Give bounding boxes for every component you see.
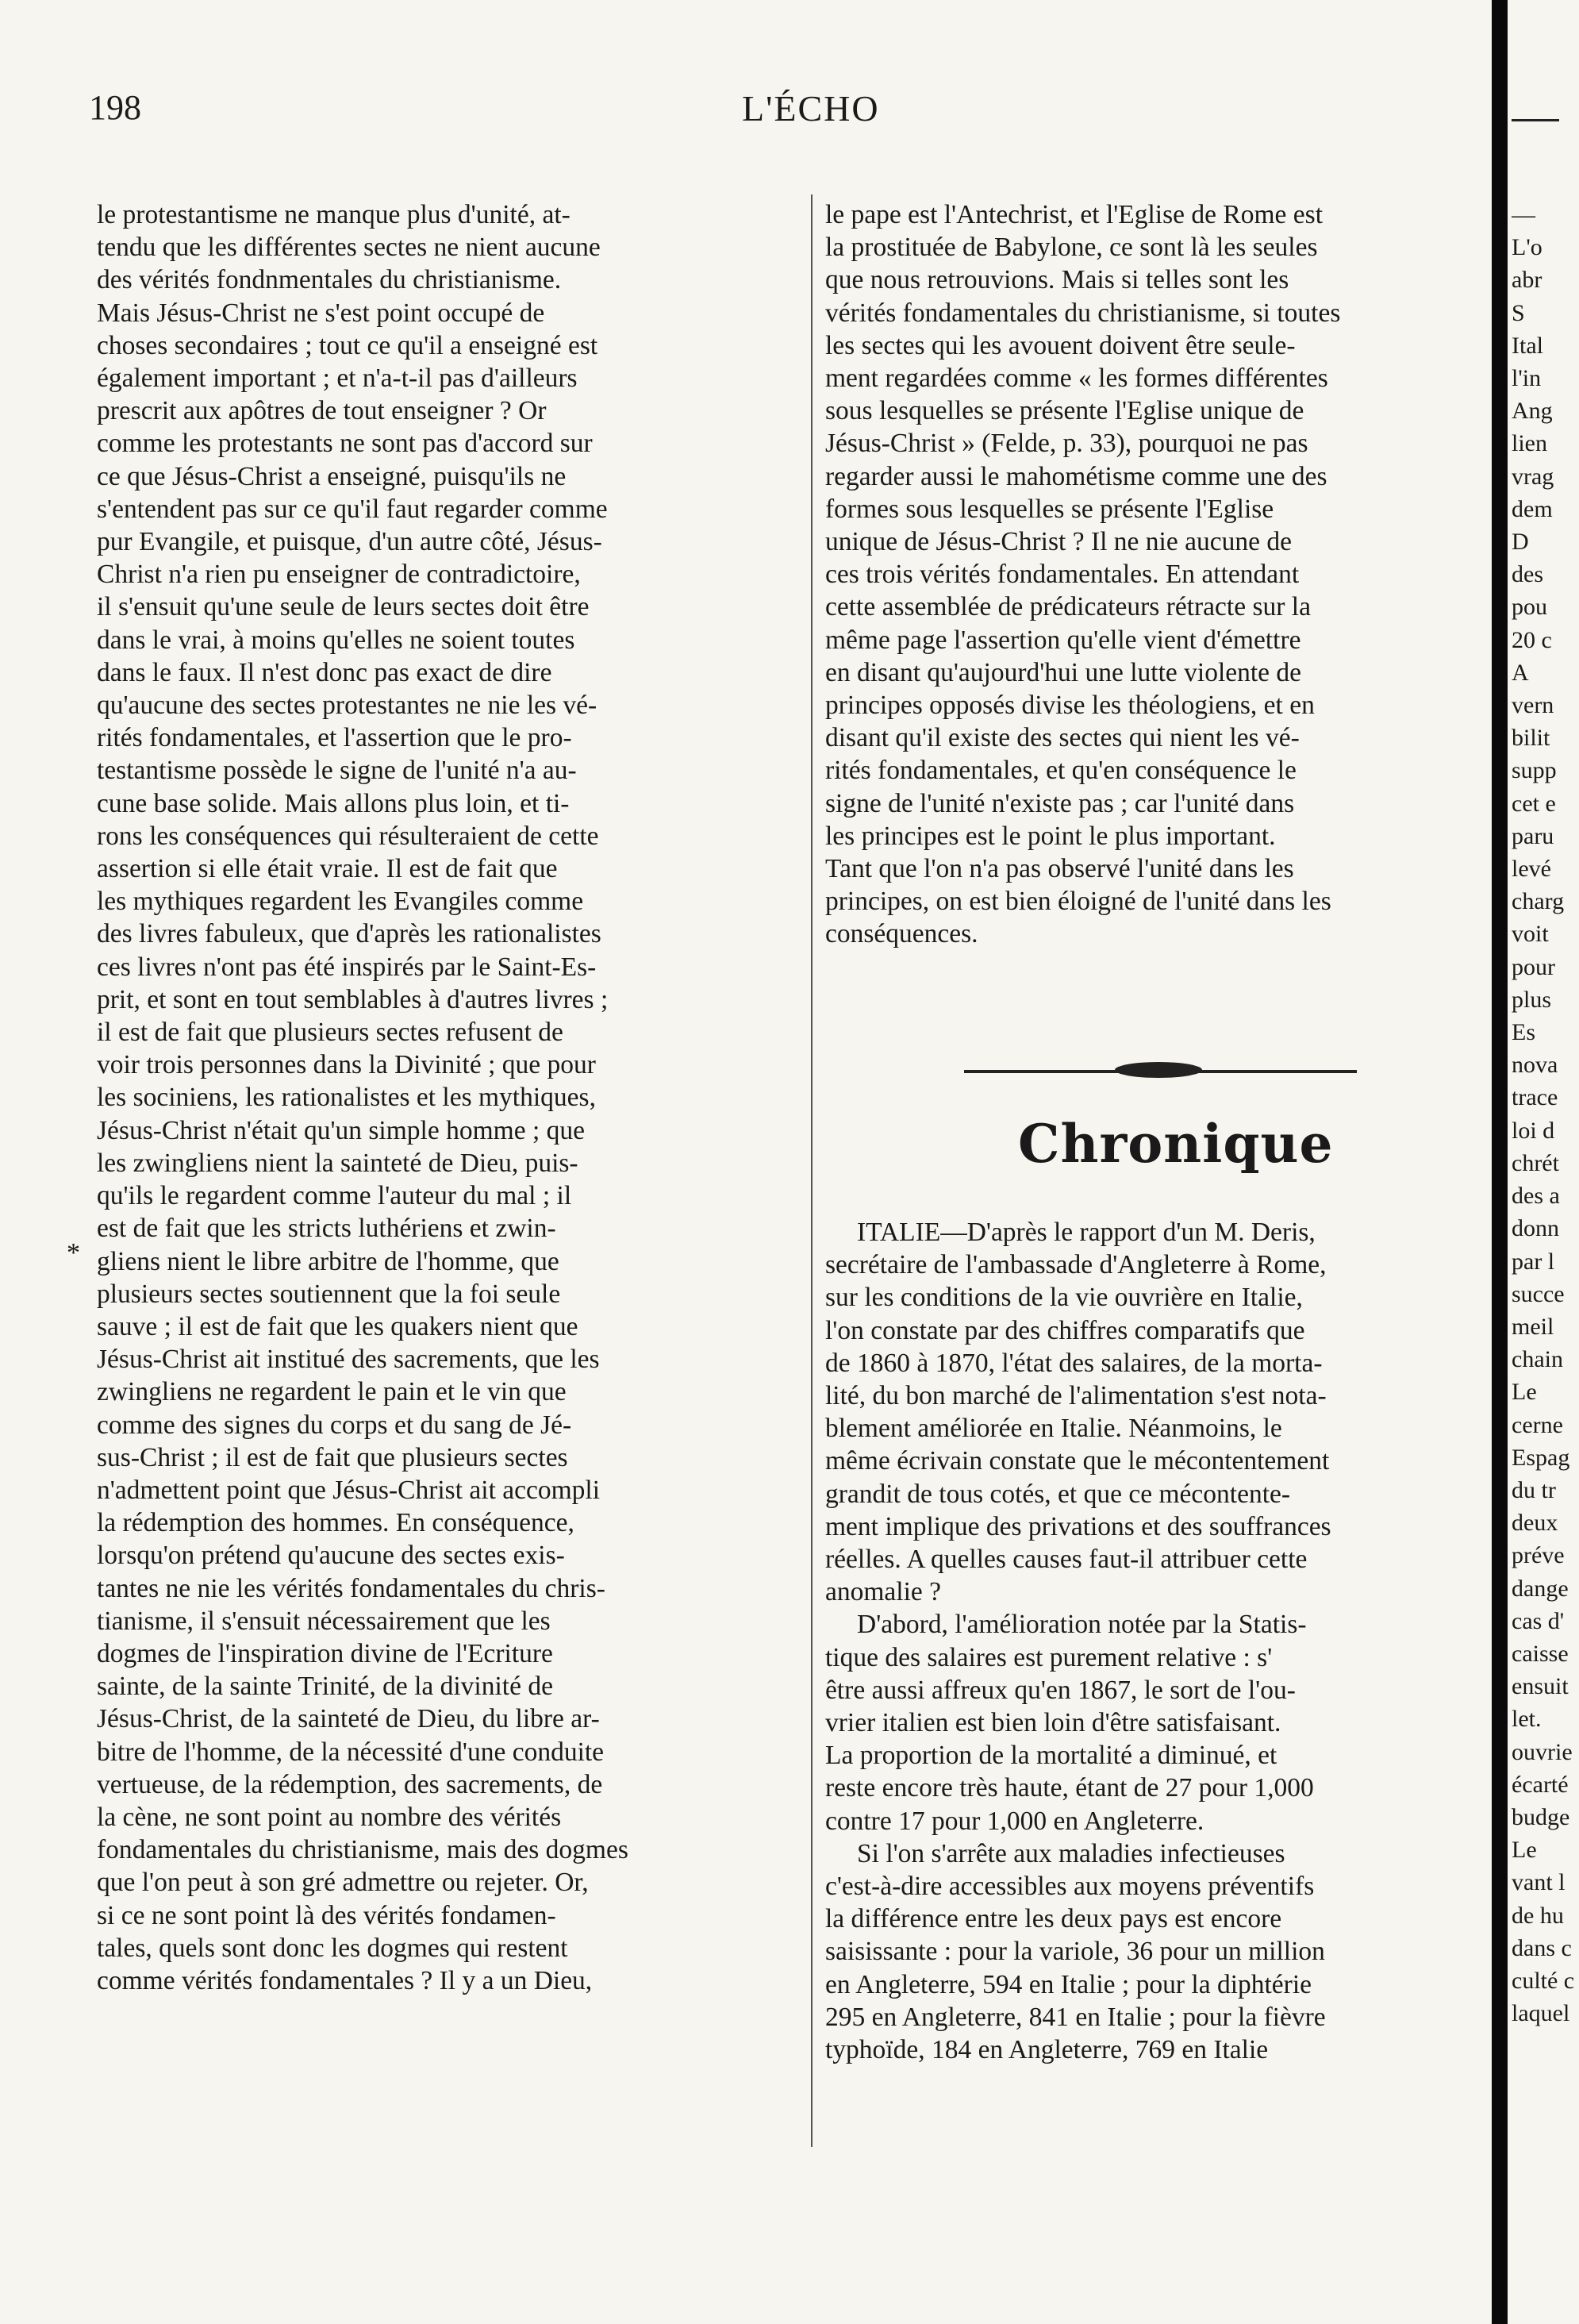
text-line: nova (1512, 1052, 1558, 1079)
text-line: Si l'on s'arrête aux maladies infectieuses (857, 1838, 1285, 1868)
text-line: let. (1512, 1706, 1542, 1733)
text-line: deux (1512, 1510, 1558, 1537)
text-line: vern (1512, 692, 1554, 719)
text-line: cet e (1512, 790, 1556, 817)
text-line: saisissante : pour la variole, 36 pour un million (825, 1937, 1325, 1967)
text-line: cas d' (1512, 1607, 1565, 1634)
text-line: S (1512, 299, 1525, 326)
text-line: ce que Jésus-Christ a enseigné, puisqu'ils ne (97, 461, 567, 491)
text-line: grandit de tous cotés, et que ce mécontente- (825, 1479, 1291, 1509)
text-line: principes, on est bien éloigné de l'unité dans les (825, 887, 1331, 917)
text-line: Ital (1512, 332, 1543, 359)
text-line: la différence entre les deux pays est encore (825, 1904, 1282, 1934)
text-line: rités fondamentales, et l'assertion que le pro- (97, 723, 572, 753)
text-line: du tr (1512, 1476, 1556, 1503)
text-line: meil (1512, 1313, 1554, 1340)
text-line: préve (1512, 1542, 1565, 1569)
text-line: bilit (1512, 725, 1550, 752)
text-line: D'abord, l'amélioration notée par la Statis- (857, 1610, 1307, 1640)
text-line: caisse (1512, 1640, 1569, 1667)
text-line: rités fondamentales, et qu'en conséquence le (825, 756, 1297, 786)
text-line: chrét (1512, 1149, 1559, 1176)
text-line: les principes est le point le plus important. (825, 821, 1276, 851)
page-number: 198 (89, 88, 141, 127)
text-line: ces trois vérités fondamentales. En attendant (825, 560, 1300, 590)
text-line: testantisme possède le signe de l'unité n'a au- (97, 756, 577, 786)
text-line: Ang (1512, 398, 1553, 425)
text-line: D (1512, 529, 1529, 556)
text-line: prescrit aux apôtres de tout enseigner ? Or (97, 396, 547, 426)
text-line: rons les conséquences qui résulteraient de cette (97, 821, 599, 851)
text-line: Jésus-Christ ait institué des sacrements, que les (97, 1345, 600, 1375)
text-line: 295 en Angleterre, 841 en Italie ; pour la fièvre (825, 2002, 1326, 2032)
text-line: donn (1512, 1215, 1559, 1242)
text-line: vant l (1512, 1869, 1566, 1896)
text-line: disant qu'il existe des sectes qui nient les vé- (825, 723, 1300, 753)
middle-column (825, 198, 1501, 951)
text-line: Le (1512, 1379, 1537, 1406)
text-line: Espag (1512, 1444, 1570, 1471)
text-line: ITALIE—D'après le rapport d'un M. Deris, (857, 1218, 1316, 1247)
text-line: des vérités fondnmentales du christianisme. (97, 265, 562, 295)
text-line: pour (1512, 953, 1555, 980)
text-line: reste encore très haute, étant de 27 pour 1,000 (825, 1773, 1314, 1803)
text-line: L'o (1512, 234, 1543, 261)
text-line: succe (1512, 1280, 1565, 1307)
text-line: n'admettent point que Jésus-Christ ait accompli (97, 1475, 601, 1505)
text-line: la rédemption des hommes. En conséquence, (97, 1508, 574, 1538)
header-rule (1512, 119, 1559, 121)
margin-mark: * (67, 1238, 80, 1268)
text-line: comme les protestants ne sont pas d'accord sur (97, 429, 593, 459)
text-line: vertueuse, de la rédemption, des sacrements, de (97, 1769, 603, 1799)
page-binding-shadow (1492, 0, 1508, 2324)
text-line: des (1512, 561, 1543, 588)
text-line: Jésus-Christ n'était qu'un simple homme ; que (97, 1115, 586, 1145)
text-line: dans le vrai, à moins qu'elles ne soient toutes (97, 625, 575, 655)
text-line: zwingliens ne regardent le pain et le vin que (97, 1377, 567, 1407)
text-line: même page l'assertion qu'elle vient d'émettre (825, 625, 1301, 655)
text-line: en disant qu'aujourd'hui une lutte violente de (825, 657, 1302, 687)
text-line: regarder aussi le mahométisme comme une des (825, 461, 1327, 491)
text-line: unique de Jésus-Christ ? Il ne nie aucune de (825, 527, 1292, 557)
text-line: sus-Christ ; il est de fait que plusieurs sectes (97, 1442, 568, 1472)
text-line: par l (1512, 1248, 1555, 1275)
chronique-heading: Chronique (1018, 1113, 1334, 1175)
text-line: dogmes de l'inspiration divine de l'Ecriture (97, 1638, 553, 1668)
text-line: être aussi affreux qu'en 1867, le sort de l'ou- (825, 1675, 1296, 1705)
text-line: Christ n'a rien pu enseigner de contradictoire, (97, 560, 581, 590)
text-line: vrier italien est bien loin d'être satisfaisant. (825, 1708, 1281, 1738)
text-line: principes opposés divise les théologiens, et en (825, 691, 1315, 721)
text-line: trace (1512, 1084, 1558, 1111)
text-line: qu'aucune des sectes protestantes ne nie les vé- (97, 691, 597, 721)
journal-title: L'ÉCHO (742, 88, 880, 129)
text-line: que nous retrouvions. Mais si telles sont les (825, 265, 1289, 295)
text-line: cune base solide. Mais allons plus loin, et ti- (97, 788, 570, 818)
text-line: vrag (1512, 463, 1554, 490)
text-line: des a (1512, 1183, 1560, 1210)
text-line: qu'ils le regardent comme l'auteur du mal ; il (97, 1181, 572, 1211)
text-line: ment implique des privations et des souffrances (825, 1511, 1331, 1541)
text-line: il est de fait que plusieurs sectes refusent de (97, 1018, 563, 1048)
text-line: — (1512, 202, 1535, 228)
text-line: Le (1512, 1837, 1537, 1864)
text-line: tantes ne nie les vérités fondamentales du chris- (97, 1573, 605, 1603)
text-line: paru (1512, 822, 1554, 849)
text-line: formes sous lesquelles se présente l'Eglise (825, 494, 1274, 524)
text-line: est de fait que les stricts luthériens et zwin- (97, 1214, 556, 1244)
text-line: la cène, ne sont point au nombre des vérités (97, 1802, 562, 1832)
text-line: La proportion de la mortalité a diminué, et (825, 1741, 1277, 1771)
text-line: dans le faux. Il n'est donc pas exact de dire (97, 657, 552, 687)
text-line: assertion si elle était vraie. Il est de fait que (97, 854, 558, 884)
text-line: comme vérités fondamentales ? Il y a un Dieu, (97, 1965, 593, 1995)
text-line: prit, et sont en tout semblables à d'autres livres ; (97, 984, 609, 1014)
text-line: l'in (1512, 365, 1542, 392)
text-line: levé (1512, 856, 1551, 883)
text-line: Es (1512, 1019, 1535, 1046)
text-line: typhoïde, 184 en Angleterre, 769 en Italie (825, 2035, 1269, 2065)
text-line: Tant que l'on n'a pas observé l'unité dans les (825, 854, 1294, 884)
text-line: Jésus-Christ, de la sainteté de Dieu, du libre ar- (97, 1704, 600, 1734)
text-line: 20 c (1512, 626, 1552, 653)
text-line: tianisme, il s'ensuit nécessairement que les (97, 1606, 551, 1636)
text-line: écarté (1512, 1771, 1569, 1798)
text-line: la prostituée de Babylone, ce sont là les seules (825, 233, 1318, 263)
text-line: fondamentales du christianisme, mais des dogmes (97, 1835, 628, 1865)
text-line: en Angleterre, 594 en Italie ; pour la diphtérie (825, 1969, 1312, 1999)
text-line: dans c (1512, 1934, 1572, 1961)
text-line: les sectes qui les avouent doivent être seule- (825, 330, 1296, 360)
text-line: le protestantisme ne manque plus d'unité, at- (97, 200, 571, 229)
chronique-column (825, 1216, 1501, 2066)
text-line: tique des salaires est purement relative : s' (825, 1642, 1273, 1672)
text-line: tales, quels sont donc les dogmes qui restent (97, 1933, 568, 1963)
text-line: Mais Jésus-Christ ne s'est point occupé de (97, 298, 545, 328)
text-line: également important ; et n'a-t-il pas d'ailleurs (97, 364, 578, 394)
column-rule (811, 194, 813, 2147)
text-line: signe de l'unité n'existe pas ; car l'unité dans (825, 788, 1295, 818)
text-line: voit (1512, 921, 1549, 948)
text-line: de 1860 à 1870, l'état des salaires, de la morta- (825, 1348, 1323, 1378)
right-edge-column (1512, 198, 1579, 2199)
text-line: ment regardées comme « les formes différentes (825, 364, 1328, 394)
text-line: sur les conditions de la vie ouvrière en Italie, (825, 1283, 1303, 1313)
text-line: gliens nient le libre arbitre de l'homme, que (97, 1246, 559, 1276)
text-line: sous lesquelles se présente l'Eglise unique de (825, 396, 1304, 426)
text-line: même écrivain constate que le mécontentement (825, 1446, 1330, 1476)
text-line: loi d (1512, 1117, 1555, 1144)
text-line: laquel (1512, 2000, 1570, 2027)
text-line: ces livres n'ont pas été inspirés par le Saint-Es- (97, 952, 597, 982)
text-line: il s'ensuit qu'une seule de leurs sectes doit être (97, 592, 590, 622)
text-line: c'est-à-dire accessibles aux moyens préventifs (825, 1872, 1315, 1902)
text-line: sainte, de la sainte Trinité, de la divinité de (97, 1672, 553, 1702)
text-line: tendu que les différentes sectes ne nient aucune (97, 233, 601, 263)
text-line: les sociniens, les rationalistes et les mythiques, (97, 1083, 596, 1113)
text-line: cerne (1512, 1411, 1563, 1438)
text-line: sauve ; il est de fait que les quakers nient que (97, 1311, 578, 1341)
text-line: culté c (1512, 1967, 1575, 1994)
text-line: bitre de l'homme, de la nécessité d'une conduite (97, 1737, 605, 1767)
text-line: secrétaire de l'ambassade d'Angleterre à Rome, (825, 1250, 1327, 1280)
text-line: l'on constate par des chiffres comparatifs que (825, 1315, 1305, 1345)
text-line: pou (1512, 594, 1547, 621)
text-line: les mythiques regardent les Evangiles comme (97, 887, 584, 917)
text-line: que l'on peut à son gré admettre ou rejeter. Or, (97, 1868, 589, 1898)
text-line: voir trois personnes dans la Divinité ; que pour (97, 1050, 596, 1080)
text-line: réelles. A quelles causes faut-il attribuer cette (825, 1545, 1308, 1575)
text-line: les zwingliens nient la sainteté de Dieu, puis- (97, 1148, 578, 1178)
text-line: ouvrie (1512, 1738, 1573, 1765)
text-line: si ce ne sont point là des vérités fondamen- (97, 1900, 556, 1930)
text-line: anomalie ? (825, 1577, 942, 1607)
text-line: le pape est l'Antechrist, et l'Eglise de Rome est (825, 200, 1323, 229)
text-line: contre 17 pour 1,000 en Angleterre. (825, 1806, 1204, 1836)
text-line: Jésus-Christ » (Felde, p. 33), pourquoi ne pas (825, 429, 1308, 459)
divider-ornament (1115, 1062, 1202, 1078)
text-line: abr (1512, 267, 1543, 294)
text-line: charg (1512, 888, 1565, 915)
text-line: comme des signes du corps et du sang de Jé- (97, 1410, 572, 1440)
text-line: chain (1512, 1346, 1563, 1373)
text-line: plus (1512, 986, 1552, 1013)
text-line: ensuit (1512, 1673, 1569, 1700)
text-line: choses secondaires ; tout ce qu'il a enseigné est (97, 330, 598, 360)
text-line: cette assemblée de prédicateurs rétracte sur la (825, 592, 1311, 622)
text-line: lorsqu'on prétend qu'aucune des sectes exis- (97, 1541, 565, 1571)
text-line: conséquences. (825, 919, 978, 949)
text-line: supp (1512, 757, 1557, 784)
text-line: budge (1512, 1803, 1570, 1830)
text-line: dem (1512, 495, 1553, 522)
text-line: lité, du bon marché de l'alimentation s'est nota- (825, 1381, 1327, 1411)
text-line: s'entendent pas sur ce qu'il faut regarder comme (97, 494, 608, 524)
text-line: pur Evangile, et puisque, d'un autre côté, Jésus- (97, 527, 602, 557)
text-line: vérités fondamentales du christianisme, si toutes (825, 298, 1341, 328)
left-column (97, 198, 805, 1997)
text-line: A (1512, 659, 1529, 686)
text-line: lien (1512, 430, 1547, 457)
text-line: plusieurs sectes soutiennent que la foi seule (97, 1279, 561, 1309)
text-line: blement améliorée en Italie. Néanmoins, le (825, 1414, 1282, 1444)
text-line: de hu (1512, 1902, 1564, 1929)
text-line: des livres fabuleux, que d'après les rationalistes (97, 919, 601, 949)
text-line: dange (1512, 1575, 1569, 1602)
